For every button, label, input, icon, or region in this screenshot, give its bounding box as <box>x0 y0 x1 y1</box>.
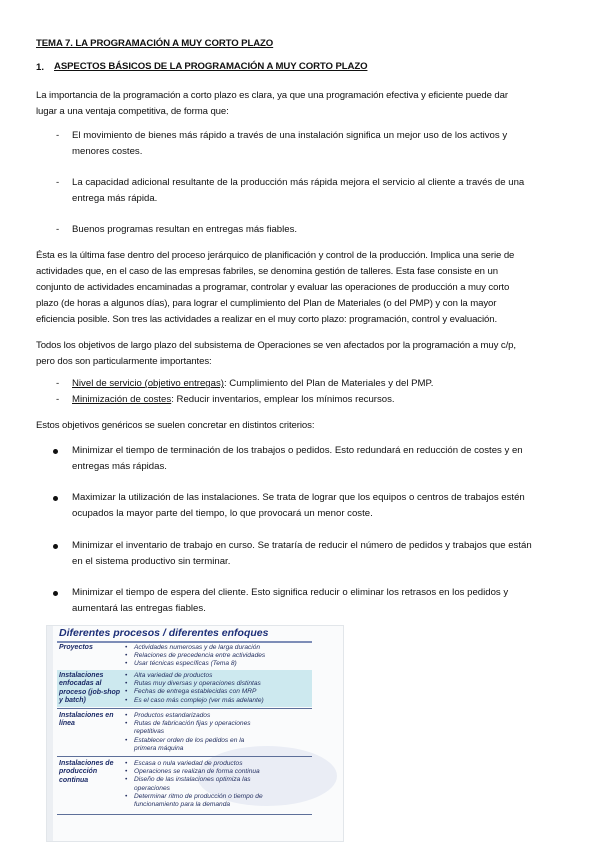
para2-line-4: plazo (de horas a algunos días), para lograr el cumplimiento del Plan de Materiales (o del PMP) y con la mayor <box>36 298 497 309</box>
criterion-2-line-2: ocupados la mayor parte del tiempo, lo que provocará un menor coste. <box>72 508 373 519</box>
objective-1 <box>72 376 433 392</box>
bullet-dot <box>53 544 58 549</box>
figure-row-separator <box>57 708 312 709</box>
bullet-dot <box>53 449 58 454</box>
objective-2-text: : Reducir inventarios, emplear los mínimos recursos. <box>171 394 395 405</box>
bullet-dot <box>53 591 58 596</box>
criterion-3-line-2: en el sistema productivo sin terminar. <box>72 556 231 567</box>
page-heading: TEMA 7. LA PROGRAMACIÓN A MUY CORTO PLAZO <box>36 38 274 49</box>
criterion-3-line-1: Minimizar el inventario de trabajo en curso. Se trataría de reducir el número de pedidos y trabajos que están <box>72 540 532 551</box>
dash-marker: - <box>56 394 60 405</box>
dash-marker: - <box>56 378 60 389</box>
para3-line-1: Todos los objetivos de largo plazo del subsistema de Operaciones se ven afectados por la programación a muy c/p, <box>36 340 516 351</box>
figure-side-strip <box>47 626 53 841</box>
figure-row-3-items: • Productos estandarizados • Rutas de fabricación fijas y operaciones repetitivas • Establecer orden de los pedidos en la primera máquina <box>125 712 251 753</box>
dash-item-1-line-1: El movimiento de bienes más rápido a través de una instalación significa un mejor uso de los activos y <box>72 130 508 141</box>
figure-row-separator <box>57 814 312 815</box>
para2-line-1: Ésta es la última fase dentro del proceso jerárquico de planificación y control de la producción. Implica una serie de <box>36 250 515 261</box>
section-title: ASPECTOS BÁSICOS DE LA PROGRAMACIÓN A MUY CORTO PLAZO <box>54 61 368 72</box>
objective-1-text: : Cumplimiento del Plan de Materiales y del PMP. <box>223 378 434 389</box>
figure-dark-side-bar <box>343 626 344 841</box>
dash-item-2-line-1: La capacidad adicional resultante de la producción más rápida mejora el servicio al cliente a través de una <box>72 177 525 188</box>
figure-row-2-head: Instalaciones enfocadas al proceso (job-shop y batch) <box>59 672 121 705</box>
para2-line-5: eficiencia posible. Son tres las actividades a realizar en el muy corto plazo: programación, control y evaluación. <box>36 314 498 325</box>
process-approaches-figure <box>46 625 344 842</box>
figure-row-1-head: Proyectos <box>59 644 93 651</box>
criterion-2-line-1: Maximizar la utilización de las instalaciones. Se trata de lograr que los equipos o centros de trabajos estén <box>72 492 525 503</box>
figure-row-separator <box>57 756 312 757</box>
objective-2-term: Minimización de costes <box>72 394 172 405</box>
figure-row-1-items: • Actividades numerosas y de larga duración • Relaciones de precedencia entre actividades • Usar técnicas específicas (Tema 8) <box>125 644 265 669</box>
dash-item-1-line-2: menores costes. <box>72 146 143 157</box>
criterion-1-line-2: entregas más rápidas. <box>72 461 167 472</box>
figure-row-3-head: Instalaciones en línea <box>59 712 114 728</box>
para4: Estos objetivos genéricos se suelen concretar en distintos criterios: <box>36 420 315 431</box>
objective-1-term: Nivel de servicio (objetivo entregas) <box>72 378 224 389</box>
dash-marker: - <box>56 130 60 141</box>
criterion-4-line-1: Minimizar el tiempo de espera del cliente. Esto significa reducir o eliminar los retrasos en los pedidos y <box>72 587 509 598</box>
dash-item-3-line-1: Buenos programas resultan en entregas más fiables. <box>72 224 298 235</box>
figure-row-4-head: Instalaciones de producción continua <box>59 760 114 784</box>
para2-line-2: actividades que, en el caso de las empresas fabriles, se denomina gestión de talleres. Esta fase consiste en un <box>36 266 498 277</box>
criterion-4-line-2: aumentará las entregas fiables. <box>72 603 206 614</box>
criterion-1-line-1: Minimizar el tiempo de terminación de los trabajos o pedidos. Esto redundará en reducción de costes y en <box>72 445 523 456</box>
objective-2 <box>72 392 395 408</box>
figure-title-rule <box>57 641 312 643</box>
section-number: 1. <box>36 62 45 73</box>
para2-line-3: conjunto de actividades encaminadas a programar, controlar y evaluar las operaciones de producción a muy corto <box>36 282 510 293</box>
dash-marker: - <box>56 224 60 235</box>
intro-line-2: lugar a una ventaja competitiva, de forma que: <box>36 106 229 117</box>
figure-row-4-items: • Escasa o nula variedad de productos • Operaciones se realizan de forma continua • Diseño de las instalaciones optimiza las operaciones • Determinar ritmo de producción o tiempo de funcionamiento para la demanda <box>125 760 263 809</box>
bullet-dot <box>53 496 58 501</box>
figure-title: Diferentes procesos / diferentes enfoques <box>59 627 269 639</box>
figure-row-2-items: • Alta variedad de productos • Rutas muy diversas y operaciones distintas • Fechas de entrega establecidas con MRP • Es el caso más complejo (ver más adelante) <box>125 672 264 705</box>
intro-line-1: La importancia de la programación a corto plazo es clara, ya que una programación efectiva y eficiente puede dar <box>36 90 508 101</box>
dash-marker: - <box>56 177 60 188</box>
dash-item-2-line-2: entrega más rápida. <box>72 193 158 204</box>
para3-line-2: pero dos son particularmente importantes: <box>36 356 212 367</box>
